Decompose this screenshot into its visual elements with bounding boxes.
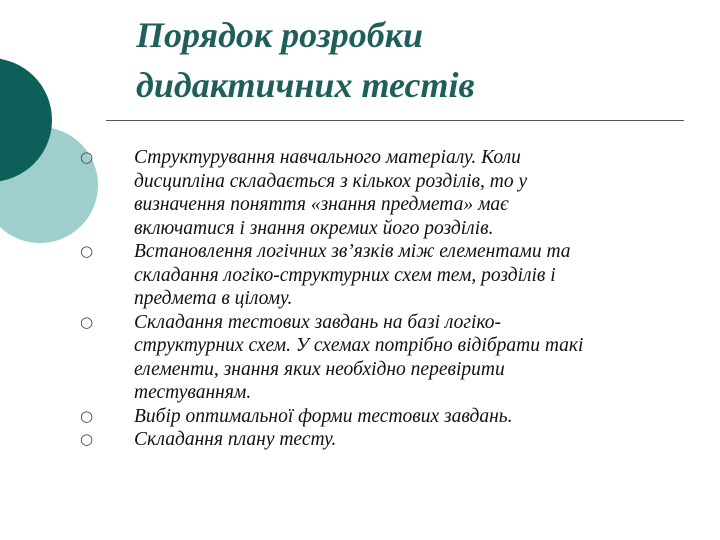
bullet-text-line: тестуванням.	[134, 382, 252, 403]
bullet-list	[80, 146, 700, 452]
bullet-text-line: Складання тестових завдань на базі логіко-	[134, 311, 502, 333]
title-line-2: дидактичних тестів	[136, 65, 475, 105]
bullet-text-line: складання логіко-структурних схем тем, розділів і	[134, 264, 556, 286]
bullet-text-line: предмета в цілому.	[134, 288, 293, 309]
bullet-text-line: елементи, знання яких необхідно перевірити	[134, 358, 505, 380]
bullet-circle-icon: ○	[80, 148, 94, 166]
bullet-item-logical-links	[80, 240, 700, 311]
bullet-circle-icon: ○	[80, 242, 94, 260]
bullet-text-line: Вибір оптимальної форми тестових завдань.	[134, 405, 513, 427]
bullet-item-test-tasks	[80, 311, 700, 405]
bullet-text-line: включатися і знання окремих його розділів.	[134, 217, 494, 239]
bullet-circle-icon: ○	[80, 312, 94, 331]
bullet-item-structuring	[80, 146, 700, 240]
bullet-text-line: дисципліна складається з кількох розділів, то у	[134, 170, 528, 192]
bullet-text-line: Структурування навчального матеріалу. Коли	[134, 147, 521, 168]
title-line-1: Порядок розробки	[136, 15, 423, 55]
bullet-circle-icon: ○	[80, 406, 94, 425]
bullet-text-line: структурних схем. У схемах потрібно відібрати такі	[134, 335, 584, 356]
bullet-item-form-choice	[80, 405, 700, 429]
bullet-text-line: визначення поняття «знання предмета» має	[134, 194, 509, 215]
bullet-text-line: Складання плану тесту.	[134, 429, 337, 450]
bullet-item-test-plan	[80, 428, 700, 452]
bullet-circle-icon: ○	[80, 430, 94, 448]
title-divider	[106, 120, 684, 121]
slide-title	[136, 10, 696, 110]
bullet-text-line: Встановлення логічних зв’язків між елементами та	[134, 241, 571, 262]
